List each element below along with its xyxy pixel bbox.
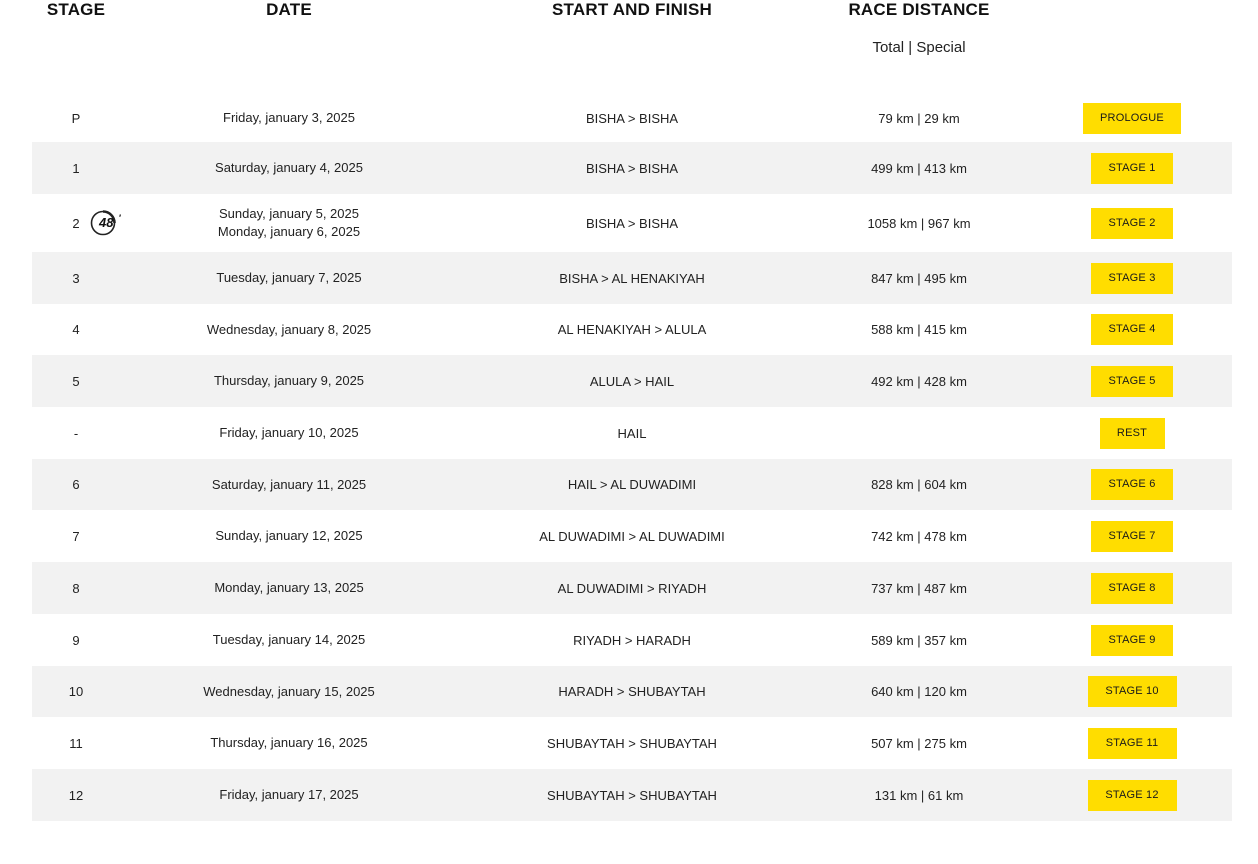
start-finish-cell: SHUBAYTAH > SHUBAYTAH [547,735,717,751]
stage-button[interactable]: STAGE 3 [1091,263,1173,294]
stage-cell [32,788,120,803]
stage-button[interactable]: STAGE 11 [1088,728,1177,759]
stage-cell [32,111,120,126]
stage-cell [32,426,120,441]
stage-button[interactable]: STAGE 8 [1091,573,1173,604]
48h-label: 48 [99,215,114,230]
table-row [32,459,1232,510]
stage-number: P [71,110,81,126]
start-finish-cell: AL HENAKIYAH > ALULA [557,322,707,337]
date-text: Wednesday, january 8, 2025 [206,321,372,337]
stage-number: 8 [72,580,80,596]
start-finish-cell: ALULA > HAIL [589,373,675,389]
stage-cell [32,581,120,596]
table-row [32,194,1232,252]
date-cell [120,109,458,127]
stage-number: 9 [72,632,80,648]
date-text: Tuesday, january 7, 2025 [216,270,362,285]
date-text: Friday, january 10, 2025 [219,425,359,440]
start-finish-cell: RIYADH > HARADH [573,632,691,648]
stage-cell [32,477,120,492]
date-text: Tuesday, january 14, 2025 [212,632,366,647]
stage-button[interactable]: STAGE 9 [1091,625,1173,656]
distance-cell: 742 km | 478 km [871,528,967,544]
date-cell [120,786,458,804]
header-race-distance: RACE DISTANCE [848,0,990,19]
stage-number: 6 [72,477,80,492]
stage-cell [32,684,120,699]
table-header [32,0,1232,94]
date-cell [120,269,458,287]
distance-cell: 79 km | 29 km [878,110,960,126]
stage-button[interactable]: STAGE 12 [1088,780,1177,811]
table-row [32,769,1232,821]
stage-cell [32,161,120,176]
date-text: Saturday, january 11, 2025 [211,476,367,492]
start-finish-cell: HAIL > AL DUWADIMI [567,477,697,492]
table-row [32,94,1232,142]
stage-button[interactable]: STAGE 10 [1088,676,1177,707]
header-stage: STAGE [46,0,106,19]
stage-cell [32,736,120,751]
table-row [32,142,1232,194]
start-finish-cell: BISHA > BISHA [585,110,679,126]
date-cell [120,424,458,442]
prologue-button[interactable]: PROLOGUE [1083,103,1181,134]
distance-cell: 588 km | 415 km [871,322,967,337]
start-finish-cell: HAIL [617,425,647,441]
date-text: Wednesday, january 15, 2025 [203,683,375,699]
start-finish-cell: BISHA > BISHA [585,160,679,176]
48h-chrono-icon: 48 ′ [90,210,124,236]
table-row [32,304,1232,355]
stage-number: 11 [69,735,83,751]
distance-cell: 492 km | 428 km [871,373,967,389]
date-text: Saturday, january 4, 2025 [215,160,363,175]
stage-button[interactable]: STAGE 2 [1091,208,1173,239]
stage-number: 3 [72,270,80,286]
start-finish-cell: BISHA > AL HENAKIYAH [559,270,705,286]
distance-cell: 589 km | 357 km [871,632,967,648]
stage-number: 2 [72,215,80,231]
stage-number: 7 [72,528,80,544]
start-finish-cell: BISHA > BISHA [585,215,679,231]
date-cell [120,631,458,649]
table-row [32,717,1232,769]
table-row [32,355,1232,407]
date-cell [120,205,458,241]
table-row [32,407,1232,459]
stage-button[interactable]: STAGE 6 [1091,469,1173,500]
start-finish-cell: AL DUWADIMI > RIYADH [557,580,707,596]
distance-cell: 847 km | 495 km [871,270,967,286]
date-cell [120,734,458,752]
table-row [32,510,1232,562]
stage-cell [32,633,120,648]
distance-cell: 1058 km | 967 km [867,215,971,231]
date-text: Sunday, january 12, 2025 [215,528,363,543]
stage-number: 10 [68,684,84,699]
header-distance-subtitle: Total | Special [872,39,966,56]
distance-cell: 131 km | 61 km [874,787,964,803]
stage-number: - [73,425,79,441]
stage-button[interactable]: STAGE 1 [1091,153,1173,184]
date-text: Sunday, january 5, 2025 [219,206,359,221]
distance-cell: 737 km | 487 km [871,580,967,596]
start-finish-cell: SHUBAYTAH > SHUBAYTAH [547,787,717,803]
distance-cell: 828 km | 604 km [871,477,967,492]
header-date: DATE [266,0,312,19]
stage-number: 5 [72,373,80,389]
table-row [32,666,1232,717]
date-cell [120,321,458,339]
table-row [32,562,1232,614]
date-text: Thursday, january 16, 2025 [210,735,368,750]
stage-cell [32,322,120,337]
header-start-finish: START AND FINISH [552,0,712,19]
stage-button[interactable]: STAGE 5 [1091,366,1173,397]
stage-button[interactable]: STAGE 4 [1091,314,1173,345]
date-text: Monday, january 6, 2025 [217,224,361,239]
date-cell [120,372,458,390]
rest-button[interactable]: REST [1100,418,1165,449]
date-cell [120,527,458,545]
stage-number: 1 [72,160,80,176]
date-text: Friday, january 17, 2025 [219,787,359,802]
table-row [32,252,1232,304]
distance-cell: 507 km | 275 km [871,735,967,751]
date-text: Thursday, january 9, 2025 [213,373,365,388]
table-body [32,94,1232,821]
stage-cell [32,271,120,286]
stage-button[interactable]: STAGE 7 [1091,521,1173,552]
distance-cell: 499 km | 413 km [871,160,967,176]
stages-table [32,0,1232,821]
date-cell [120,476,458,494]
start-finish-cell: AL DUWADIMI > AL DUWADIMI [539,528,725,544]
date-cell [120,683,458,701]
distance-cell: 640 km | 120 km [871,684,967,699]
date-text: Monday, january 13, 2025 [214,580,364,595]
table-row [32,614,1232,666]
date-cell [120,159,458,177]
date-text: Friday, january 3, 2025 [223,110,355,125]
start-finish-cell: HARADH > SHUBAYTAH [558,684,706,699]
date-cell [120,579,458,597]
stage-cell [32,374,120,389]
stage-number: 12 [68,787,84,803]
stage-number: 4 [72,322,80,337]
stage-cell [32,529,120,544]
stage-cell [32,213,122,231]
